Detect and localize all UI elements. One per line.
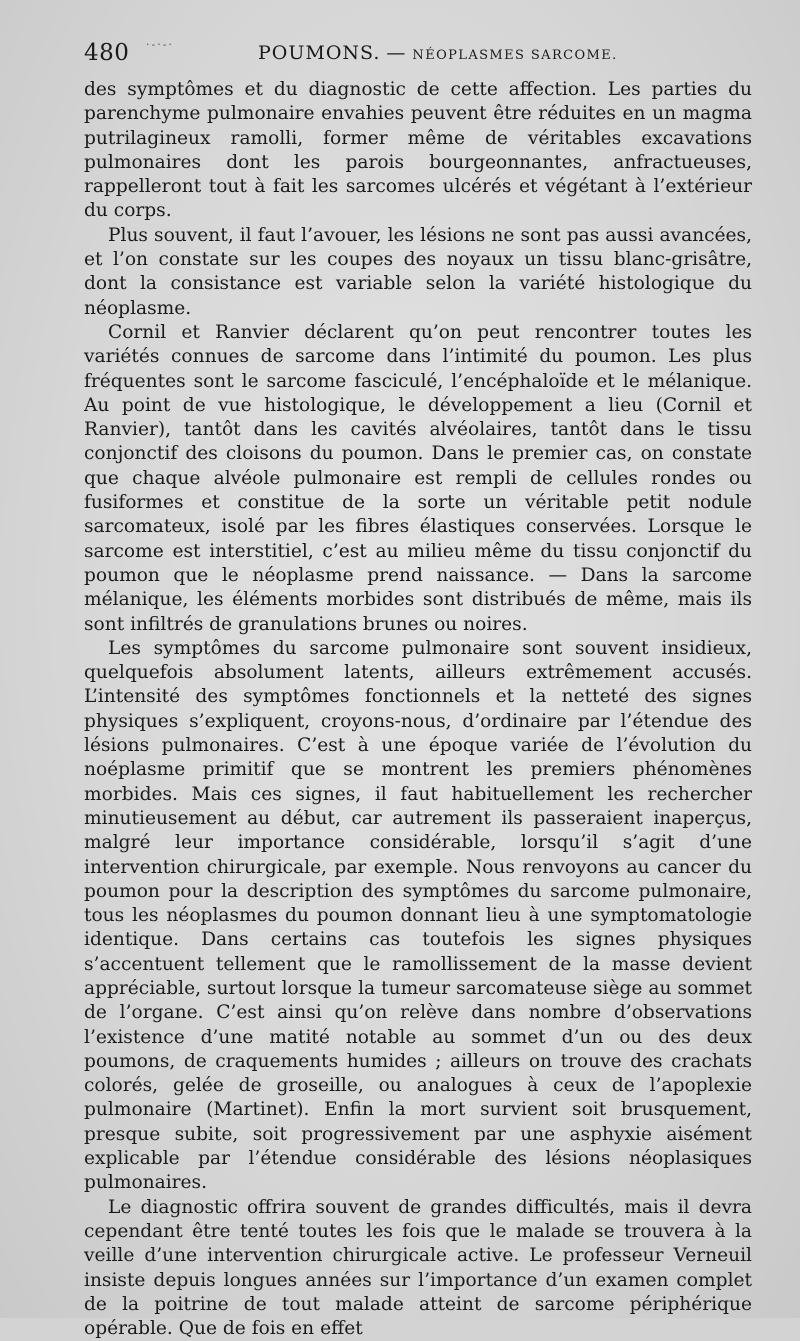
- paragraph-4: Les symptômes du sarcome pulmonaire sont souvent insidieux, quelquefois absolument latents, ailleurs extrêmement accusés. L’intensité des symptômes fonctionnels et la netteté des signes physiques s’expliquent, croyons-nous, d’ordinaire par l’étendue des lésions pulmonaires. C’est à une époque variée de l’évolution du noéplasme primitif que se montrent les premiers phénomènes morbides. Mais ces signes, il faut habituellement les rechercher minutieusement au début, car autrement ils passeraient inaperçus, malgré leur importance considérable, lorsqu’il s’agit d’une intervention chirurgicale, par exemple. Nous renvoyons au cancer du poumon pour la description des symptômes du sarcome pulmonaire, tous les néoplasmes du poumon donnant lieu à une symptomatologie identique. Dans certains cas toutefois les signes physiques s’accentuent tellement que le ramollissement de la masse devient appréciable, surtout lorsque la tumeur sarcomateuse siège au sommet de l’organe. C’est ainsi qu’on relève dans nombre d’observations l’existence d’une matité notable au sommet d’un ou des deux poumons, de craquements humides ; ailleurs on trouve des crachats colorés, gelée de groseille, ou analogues à ceux de l’apoplexie pulmonaire (Martinet). Enfin la mort survient soit brusquement, presque subite, soit progressivement par une asphyxie aisément explicable par l’étendue considérable des lésions néoplasiques pulmonaires.: [84, 637, 752, 1194]
- running-head-main: POUMONS.: [258, 42, 381, 64]
- paragraph-3: Cornil et Ranvier déclarent qu’on peut rencontrer toutes les variétés connues de sarcome dans l’intimité du poumon. Les plus fréquentes sont le sarcome fasciculé, l’encéphaloïde et le mélanique. Au point de vue histologique, le développement a lieu (Cornil et Ranvier), tantôt dans les cavités alvéolaires, tantôt dans le tissu conjonctif des cloisons du poumon. Dans le premier cas, on constate que chaque alvéole pulmonaire est rempli de cellules rondes ou fusiformes et constitue de la sorte un véritable petit nodule sarcomateux, isolé par les fibres élastiques conservées. Lorsque le sarcome est interstitiel, c’est au milieu même du tissu conjonctif du poumon que le néoplasme prend naissance. — Dans la sarcome mélanique, les éléments morbides sont distribués de même, mais ils sont infiltrés de granulations brunes ou noires.: [84, 321, 752, 635]
- paragraph-1: des symptômes et du diagnostic de cette affection. Les parties du parenchyme pulmonaire envahies peuvent être réduites en un magma putrilagineux ramolli, former même de véritables excavations pulmonaires dont les parois bourgeonnantes, anfractueuses, rappelleront tout à fait les sarcomes ulcérés et végétant à l’extérieur du corps.: [84, 79, 752, 222]
- page-header: [84, 38, 752, 72]
- paragraph-2: Plus souvent, il faut l’avouer, les lésions ne sont pas aussi avancées, et l’on constate sur les coupes des noyaux un tissu blanc-grisâtre, dont la consistance est variable selon la variété histologique du néoplasme.: [84, 224, 752, 319]
- body-text: [84, 78, 752, 1341]
- running-head-dash: —: [386, 42, 407, 64]
- running-head: [258, 42, 618, 64]
- running-head-sub: NÉOPLASMES SARCOME.: [412, 48, 618, 63]
- page-number: 480: [84, 40, 130, 66]
- ink-smudge: ·-·-·: [146, 38, 174, 51]
- paragraph-5: Le diagnostic offrira souvent de grandes difficultés, mais il devra cependant être tenté toutes les fois que le malade se trouvera à la veille d’une intervention chirurgicale active. Le professeur Verneuil insiste depuis longues années sur l’importance d’un examen complet de la poitrine de tout malade atteint de sarcome périphérique opérable. Que de fois en effet: [84, 1196, 752, 1340]
